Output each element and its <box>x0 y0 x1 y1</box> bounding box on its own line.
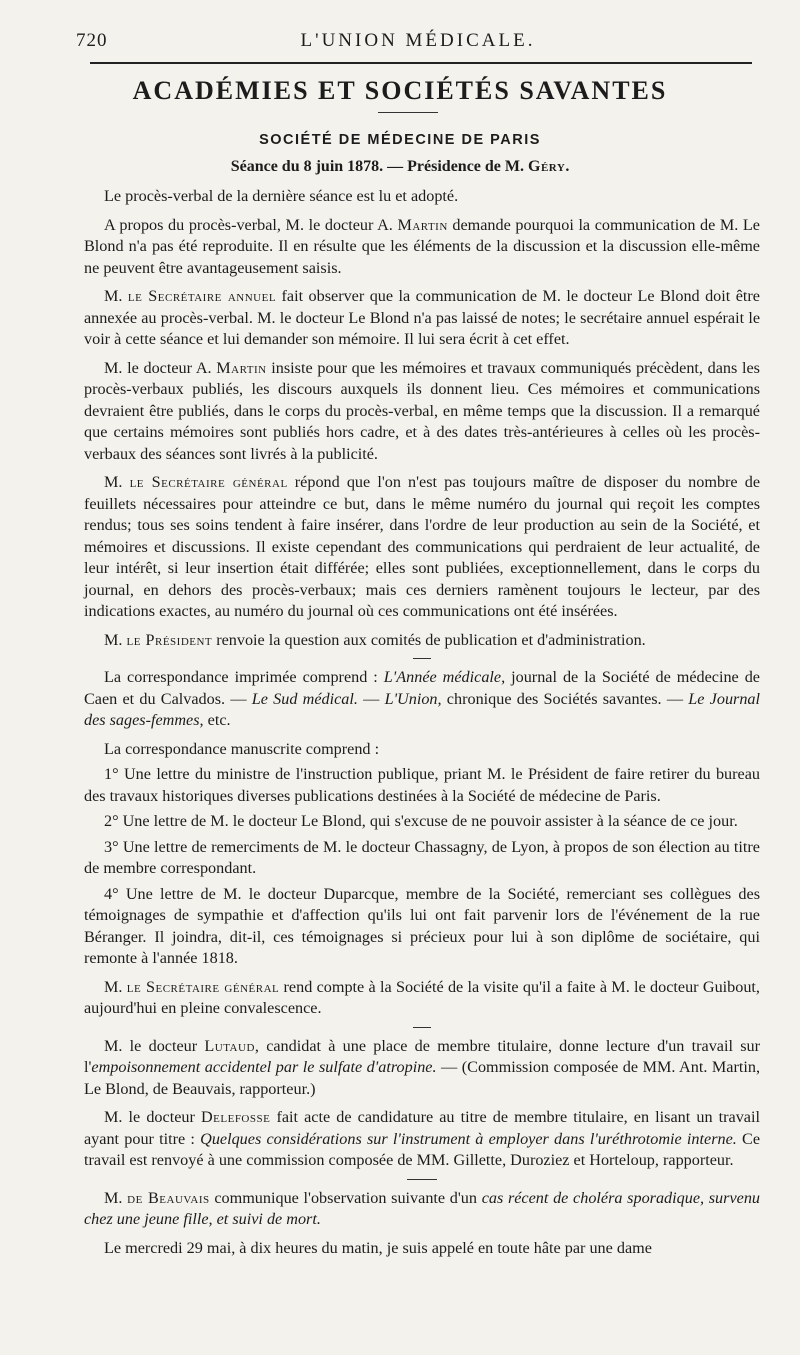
paragraph: M. le Secrétaire général répond que l'on n'est pas toujours maître de disposer du nombre de feuillets nécessaires pour atteindre ce but, dans le même numéro du journal qui reçoit les comptes rendus; tous ses soins tendent à faire insérer, dans l'ordre de leur production au sein de la Société, et mémoires et discussions. Il existe cependant des communications qui perdraient de leur actualité, de leur intérêt, si leur insertion était différée; elles sont publiées, exceptionnellement, dans le corps du journal, en dehors des procès-verbaux; mais ces derniers ramènent toujours le lecteur, par des indications exactes, au numéro du journal où ces communications ont été insérées. <box>84 473 761 620</box>
paragraph: Le mercredi 29 mai, à dix heures du matin, je suis appelé en toute hâte par une dame <box>104 1238 652 1257</box>
title-rule <box>378 112 438 113</box>
list-item: 4° Une lettre de M. le docteur Duparcque, membre de la Société, remerciant ses collègues des témoignages de sympathie et d'affection qu'ils lui ont fait parvenir lors de l'événement de la rue Béranger. Il joindra, dit-il, ces témoignages si précieux pour lui à son diplôme de sociétaire, qui remonte à l'année 1818. <box>84 884 760 967</box>
paragraph: La correspondance imprimée comprend : L'Année médicale, journal de la Société de médecine de Caen et du Calvados. — Le Sud médical. — L'Union, chronique des Sociétés savantes. — Le Journal des sages-femmes, etc. <box>84 668 761 729</box>
section-title: ACADÉMIES ET SOCIÉTÉS SAVANTES <box>132 76 668 105</box>
list-item: 1° Une lettre du ministre de l'instruction publique, priant M. le Président de faire retirer du bureau des travaux historiques diverses publications destinées à la Société de médecine de Paris. <box>84 765 760 805</box>
paragraph: M. le docteur Lutaud, candidat à une place de membre titulaire, donne lecture d'un travail sur l'empoisonnement accidentel par le sulfate d'atropine. — (Commission composée de MM. Ant. Martin, Le Blond, de Beauvais, rapporteur.) <box>84 1036 760 1098</box>
session-line: Séance du 8 juin 1878. — Présidence de M. Géry. <box>230 158 570 175</box>
page-number: 720 <box>76 30 108 51</box>
header-rule <box>90 62 752 64</box>
separator-rule <box>407 1179 437 1180</box>
paragraph: M. de Beauvais communique l'observation suivante d'un cas récent de choléra sporadique, survenu chez une jeune fille, et suivi de mort. <box>84 1188 761 1228</box>
article-body <box>84 186 760 1266</box>
paragraph: M. le Secrétaire annuel fait observer que la communication de M. le docteur Le Blond doit être annexée au procès-verbal. M. le docteur Le Blond n'a pas laissé de notes; le secrétaire annuel espérait le voir à cette séance et lui demander son mémoire. Il lui sera écrit à cet effet. <box>84 287 760 348</box>
paragraph: A propos du procès-verbal, M. le docteur A. Martin demande pourquoi la communication de M. Le Blond n'a pas été reproduite. Il en résulte que les éléments de la discussion et la discussion elle-même ne peuvent être avantageusement saisis. <box>84 215 760 277</box>
paragraph: M. le docteur Delefosse fait acte de candidature au titre de membre titulaire, en lisant un travail ayant pour titre : Quelques considérations sur l'instrument à employer dans l'uréthrotomie interne. Ce travail est renvoyé à une commission composée de MM. Gillette, Duroziez et Horteloup, rapporteur. <box>84 1108 761 1169</box>
president-name: Géry <box>528 158 566 175</box>
paragraph: Le procès-verbal de la dernière séance est lu et adopté. <box>104 187 459 205</box>
list-item: 2° Une lettre de M. le docteur Le Blond, qui s'excuse de ne pouvoir assister à la séance de ce jour. <box>104 812 738 830</box>
paragraph: La correspondance manuscrite comprend : <box>104 739 380 758</box>
paragraph: M. le Secrétaire général rend compte à la Société de la visite qu'il a faite à M. le docteur Guibout, aujourd'hui en pleine convalescence. <box>84 977 760 1017</box>
separator-rule <box>413 658 431 659</box>
paragraph: M. le docteur A. Martin insiste pour que les mémoires et travaux communiqués précèdent, dans les procès-verbaux publiés, les discours auxquels ils donnent lieu. Ces mémoires et communications devraient être publiés, dans le corps du procès-verbal, en même temps que la discussion. Il a remarqué que certains mémoires sont publiés hors cadre, et à des dates très-antérieures à celles où les procès-verbaux des séances sont livrés à la publicité. <box>84 358 760 463</box>
paragraph: M. le Président renvoie la question aux comités de publication et d'administration. <box>104 630 646 649</box>
journal-title: L'UNION MÉDICALE. <box>300 30 536 51</box>
separator-rule <box>413 1027 431 1028</box>
list-item: 3° Une lettre de remerciments de M. le docteur Chassagny, de Lyon, à propos de son élection au titre de membre correspondant. <box>84 837 760 877</box>
running-head <box>76 30 760 54</box>
society-name: SOCIÉTÉ DE MÉDECINE DE PARIS <box>259 132 541 148</box>
